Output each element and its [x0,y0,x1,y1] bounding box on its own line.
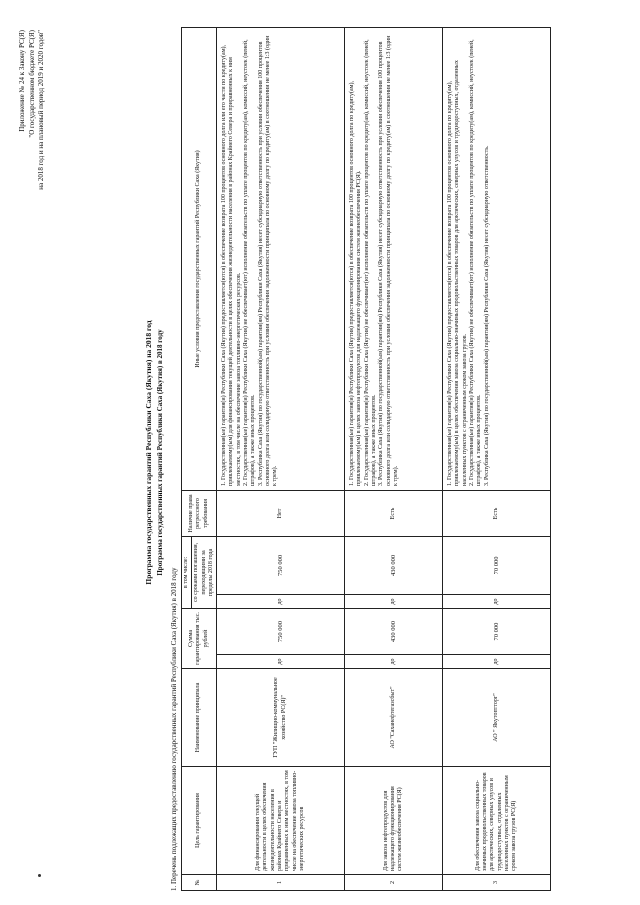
header-row [182,27,192,890]
header-incl-sub: со сроками погашения, переходящими за пределы 2018 года [192,536,217,608]
program-title: Программа государственных гарантий Республики Саха (Якутия) на 2018 год [144,320,153,585]
row-incl: 430 000 [345,536,443,594]
program-subtitle: Программа государственных гарантий Республики Саха (Якутия) в 2018 году [156,329,164,576]
guarantees-table [181,27,551,891]
row-incl-prefix: до [443,594,551,608]
row-regress: Есть [345,490,443,536]
row-regress: Нет [217,490,345,536]
table-row [345,27,443,890]
row-conditions: 1. Государственная(ые) гарантия(и) Республики Саха (Якутия) предоставляется(ются) в обеспечение возврата 100 процентов основного долга по кредиту(ам), привлекаемому(ым) в целях завоза нефтепродуктов для надлежащего функционирования систем жизнеобеспечения РС(Я). 2. Государственная(ые) гарантия(и) Республики Саха (Якутия) не обеспечивает(ют) исполнение обязательств по уплате процентов по кредиту(ам), комиссий, неустоек (пеней, штрафов), а также иных процентов. 3. Республика Саха (Якутия) по государственной(ым) гарантии(ям) Республики Саха (Якутия) несет субсидиарную ответственность при условии обеспечения 100 процентов основного долга или солидарную ответственность при условии обеспечения задолженности принципала по основному долгу по кредиту(ам) в соотношении не менее 1:3 (один к трем). [345,27,443,490]
section-heading: 1. Перечень подлежащих предоставлению государственных гарантий Республики Саха (Якутия) в 2018 году [170,567,178,891]
row-incl: 750 000 [217,536,345,594]
appendix-line-3: на 2018 год и на плановый период 2019 и 2020 годов" [37,30,45,190]
row-sum: 430 000 [345,608,443,654]
table-row [443,27,551,890]
appendix-note [18,30,47,190]
row-principal: АО "Саханефтегазсбыт" [345,669,443,767]
header-purpose: Цель гарантирования [182,767,217,875]
row-principal: ГУП "Жилищно-коммунальное хозяйство РС(Я)" [217,669,345,767]
row-sum: 70 000 [443,608,551,654]
header-sum: Сумма гарантирования тыс. рублей [182,608,217,668]
header-incl: в том числе: [182,536,192,608]
row-purpose: Для финансирования текущей деятельности в целях обеспечения жизнедеятельности населения в районах Крайнего Севера и приравненных к ним местностях, в том числе на обеспечение завоза топливно-энергетических ресурсов [217,767,345,875]
row-sum-prefix: до [217,655,345,669]
table-row [217,27,345,890]
row-num: 1 [217,875,345,891]
row-principal: АО " Якутоптторг" [443,669,551,767]
row-incl-prefix: до [217,594,345,608]
row-conditions: 1. Государственная(ые) гарантия(и) Республики Саха (Якутия) предоставляется(ются) в обеспечение возврата 100 процентов основного долга по кредиту(ам), привлекаемому(ым) в целях обеспечения завоза социально-значимых продовольственных товаров для арктических, северных улусов и труднодоступных, отдаленных населенных пунктов с ограниченным сроком завоза грузов. 2. Государственная(ые) гарантия(и) Республики Саха (Якутия) не обеспечивает(ют) исполнение обязательств по уплате процентов по кредиту(ам), комиссий, неустоек (пеней, штрафов), а также иных процентов. 3. Республика Саха (Якутия) по государственной(ым) гарантии(ям) Республики Саха (Якутия) несет субсидиарную ответственность. [443,27,551,490]
row-sum-prefix: до [443,655,551,669]
row-sum: 750 000 [217,608,345,654]
row-regress: Есть [443,490,551,536]
row-num: 3 [443,875,551,891]
row-conditions: 1. Государственная(ые) гарантия(и) Республики Саха (Якутия) предоставляется(ются) в обеспечение возврата 100 процентов основного долга или его части по кредиту(ам), привлекаемому(ым) для финансирования текущей деятельности в целях обеспечения жизнедеятельности населения в районах Крайнего Севера и приравненных к ним местностях, в том числе на обеспечение завоза топливно-энергетических ресурсов. 2. Государственная(ые) гарантия(и) Республики Саха (Якутия) не обеспечивает(ют) исполнение обязательств по уплате процентов по кредиту(ам), комиссий, неустоек (пеней, штрафов), а также иных процентов. 3. Республика Саха (Якутия) по государственной(ым) гарантии(ям) Республики Саха (Якутия) несет субсидиарную ответственность при условии обеспечения 100 процентов основного долга или солидарную ответственность при условии обеспечения задолженности принципала по основному долгу по кредиту(ам) в соотношении не менее 1:3 (один к трем). [217,27,345,490]
scan-speck [38,874,41,877]
row-sum-prefix: до [345,655,443,669]
appendix-line-1: Приложение № 24 к Закону РС(Я) [18,30,26,132]
header-num: № [182,875,217,891]
header-principal: Наименование принципала [182,669,217,767]
appendix-line-2: "О государственном бюджете РС(Я) [27,30,36,138]
header-regress: Наличие права регрессного требования [182,490,217,536]
row-incl-prefix: до [345,594,443,608]
row-purpose: Для завоза нефтепродуктов для надлежащего функционирования систем жизнеобеспечения РС(Я) [345,767,443,875]
row-incl: 70 000 [443,536,551,594]
row-purpose: Для обеспечения завоза социально-значимых продовольственных товаров для арктических, северных улусов и труднодоступных, отдаленных населенных пунктов с ограниченным сроком завоза грузов РС(Я) [443,767,551,875]
header-conditions: Иные условия предоставления государственных гарантий Республики Саха (Якутия) [182,27,217,490]
row-num: 2 [345,875,443,891]
